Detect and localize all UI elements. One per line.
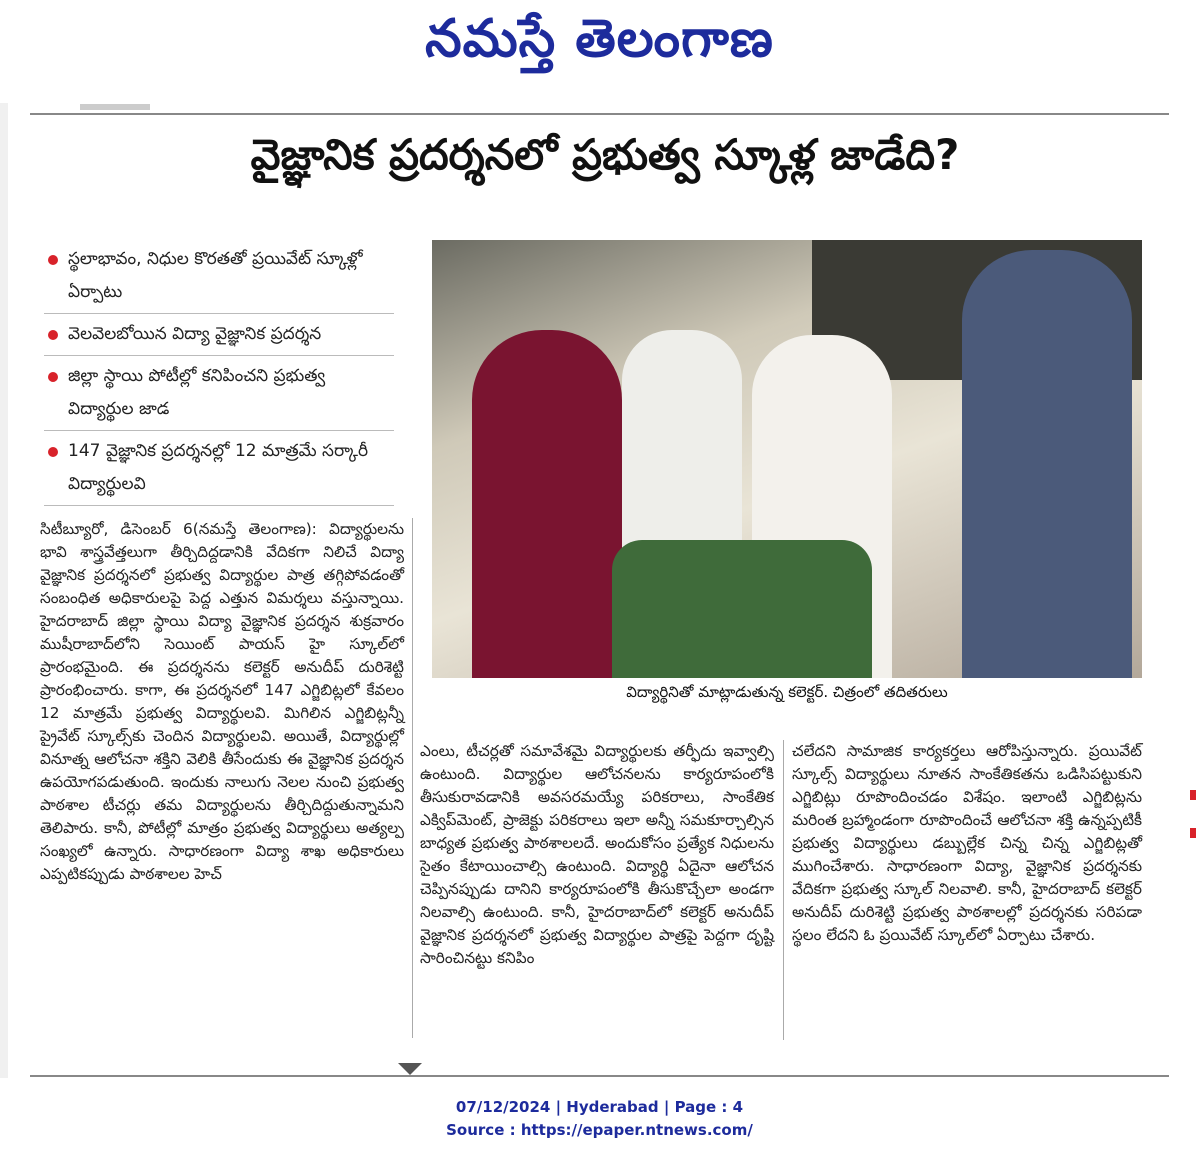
news-photo xyxy=(432,240,1142,678)
page-edge xyxy=(0,103,8,1078)
column-divider xyxy=(783,740,784,1040)
kicker-bar xyxy=(80,104,150,110)
bullet-item xyxy=(44,360,394,431)
page-edge-mark xyxy=(1190,828,1196,838)
photo-exhibit xyxy=(612,540,872,678)
article-column-3: చలేదని సామాజిక కార్యకర్తలు ఆరోపిస్తున్నారు. ప్రయివేట్ స్కూల్స్ విద్యార్థులు నూతన సాంకేతికతను ఒడిసిపట్టుకుని ఎగ్జిబిట్లు రూపొందించడం విశేషం. ఇలాంటి ఎగ్జిబిట్లను మరింత బ్రహ్మాండంగా రూపొందించే ఆలోచనా శక్తి ఉన్నప్పటికీ ప్రభుత్వ విద్యార్థులు డబ్బుల్లేక చిన్న చిన్న ఎగ్జిబిట్లతో ముగించేశారు. సాధారణంగా విద్యా, వైజ్ఞానిక ప్రదర్శనకు వేదికగా ప్రభుత్వ స్కూల్ నిలవాలి. కానీ, హైదరాబాద్ కలెక్టర్ అనుదీప్ దురిశెట్టి ప్రభుత్వ పాఠశాలల్లో ప్రదర్శనకు సరిపడా స్థలం లేదని ఓ ప్రయివేట్ స్కూల్‌లో ఏర్పాటు చేశారు. xyxy=(792,742,1142,944)
bullet-dot-icon xyxy=(48,447,58,457)
column-divider xyxy=(412,518,413,1038)
photo-person-collector xyxy=(962,250,1132,678)
bullet-dot-icon xyxy=(48,255,58,265)
bullet-item xyxy=(44,243,394,314)
bullet-dot-icon xyxy=(48,372,58,382)
footer-date-line: 07/12/2024 | Hyderabad | Page : 4 xyxy=(455,1098,744,1116)
bullet-text: జిల్లా స్థాయి పోటీల్లో కనిపించని ప్రభుత్వ విద్యార్థుల జాడ xyxy=(68,366,326,419)
bullet-dot-icon xyxy=(48,330,58,340)
bullet-text: 147 వైజ్ఞానిక ప్రదర్శనల్లో 12 మాత్రమే సర్కారీ విద్యార్థులవి xyxy=(68,441,369,494)
photo-caption: విద్యార్థినితో మాట్లాడుతున్న కలెక్టర్. చిత్రంలో తదితరులు xyxy=(626,683,948,701)
headline: వైజ్ఞానిక ప్రదర్శనలో ప్రభుత్వ స్కూళ్ల జాడేది? xyxy=(250,130,960,179)
photo-person-student xyxy=(472,330,622,678)
bottom-divider xyxy=(30,1075,1169,1077)
divider-notch-icon xyxy=(398,1063,422,1075)
top-divider xyxy=(30,113,1169,115)
article-column-2: ఎంలు, టీచర్లతో సమావేశమై విద్యార్థులకు తర్ఫీదు ఇవ్వాల్సి ఉంటుంది. విద్యార్థుల ఆలోచనలను కార్యరూపంలోకి తీసుకురావడానికి అవసరమయ్యే పరికరాలు, సాంకేతిక ఎక్విప్‌మెంట్, ప్రాజెక్టు పరికరాలు ఇలా అన్నీ సమకూర్చాల్సిన బాధ్యత ప్రభుత్వ పాఠశాలలదే. అందుకోసం ప్రత్యేక నిధులను సైతం కేటాయించాల్సి ఉంటుంది. విద్యార్థి ఏదైనా ఆలోచన చెప్పినప్పుడు దానిని కార్యరూపంలోకి తీసుకొచ్చేలా అండగా నిలవాల్సి ఉంటుంది. కానీ, హైదరాబాద్‌లో కలెక్టర్ అనుదీప్ వైజ్ఞానిక ప్రదర్శనలో ప్రభుత్వ విద్యార్థుల పాత్రపై పెద్దగా దృష్టి సారించినట్టు కనిపిం xyxy=(420,742,774,967)
footer-source-link[interactable]: Source : https://epaper.ntnews.com/ xyxy=(446,1121,753,1139)
article-column-1: సిటీబ్యూరో, డిసెంబర్ 6(నమస్తే తెలంగాణ): విద్యార్థులను భావి శాస్త్రవేత్తలుగా తీర్చిదిద్దడానికి వేదికగా నిలిచే విద్యా వైజ్ఞానిక ప్రదర్శనలో ప్రభుత్వ విద్యార్థుల పాత్ర తగ్గిపోవడంతో సంబంధిత అధికారులపై పెద్ద ఎత్తున విమర్శలు వస్తున్నాయి. హైదరాబాద్ జిల్లా స్థాయి విద్యా వైజ్ఞానిక ప్రదర్శన శుక్రవారం ముషీరాబాద్‌లోని సెయింట్ పాయస్ హై స్కూల్‌లో ప్రారంభమైంది. ఈ ప్రదర్శనను కలెక్టర్ అనుదీప్ దురిశెట్టి ప్రారంభించారు. కాగా, ఈ ప్రదర్శనలో 147 ఎగ్జిబిట్లలో కేవలం 12 మాత్రమే ప్రభుత్వ విద్యార్థులవి. మిగిలిన ఎగ్జిబిట్లన్నీ ప్రైవేట్ స్కూల్స్‌కు చెందిన విద్యార్థులవి. అయితే, విద్యార్థుల్లో వినూత్న ఆలోచనా శక్తిని వెలికి తీసేందుకు ఈ వైజ్ఞానిక ప్రదర్శన ఉపయోగపడుతుంది. ఇందుకు నాలుగు నెలల నుంచి ప్రభుత్వ పాఠశాల టీచర్లు తమ విద్యార్థులను తీర్చిదిద్దుతున్నామని తెలిపారు. కానీ, పోటీల్లో మాత్రం ప్రభుత్వ విద్యార్థులు అత్యల్ప సంఖ్యలో ఉన్నారు. సాధారణంగా విద్యా శాఖ అధికారులు ఎప్పటికప్పుడు పాఠశాలల హెచ్ xyxy=(40,520,404,883)
highlight-bullets xyxy=(44,243,394,510)
bullet-item xyxy=(44,435,394,506)
bullet-text: స్థలాభావం, నిధుల కొరతతో ప్రయివేట్ స్కూళ్లో ఏర్పాటు xyxy=(68,249,363,302)
masthead-logo: నమస్తే తెలంగాణ xyxy=(425,8,774,69)
bullet-item xyxy=(44,318,394,356)
bullet-text: వెలవెలబోయిన విద్యా వైజ్ఞానిక ప్రదర్శన xyxy=(68,324,322,344)
page-edge-mark xyxy=(1190,790,1196,800)
